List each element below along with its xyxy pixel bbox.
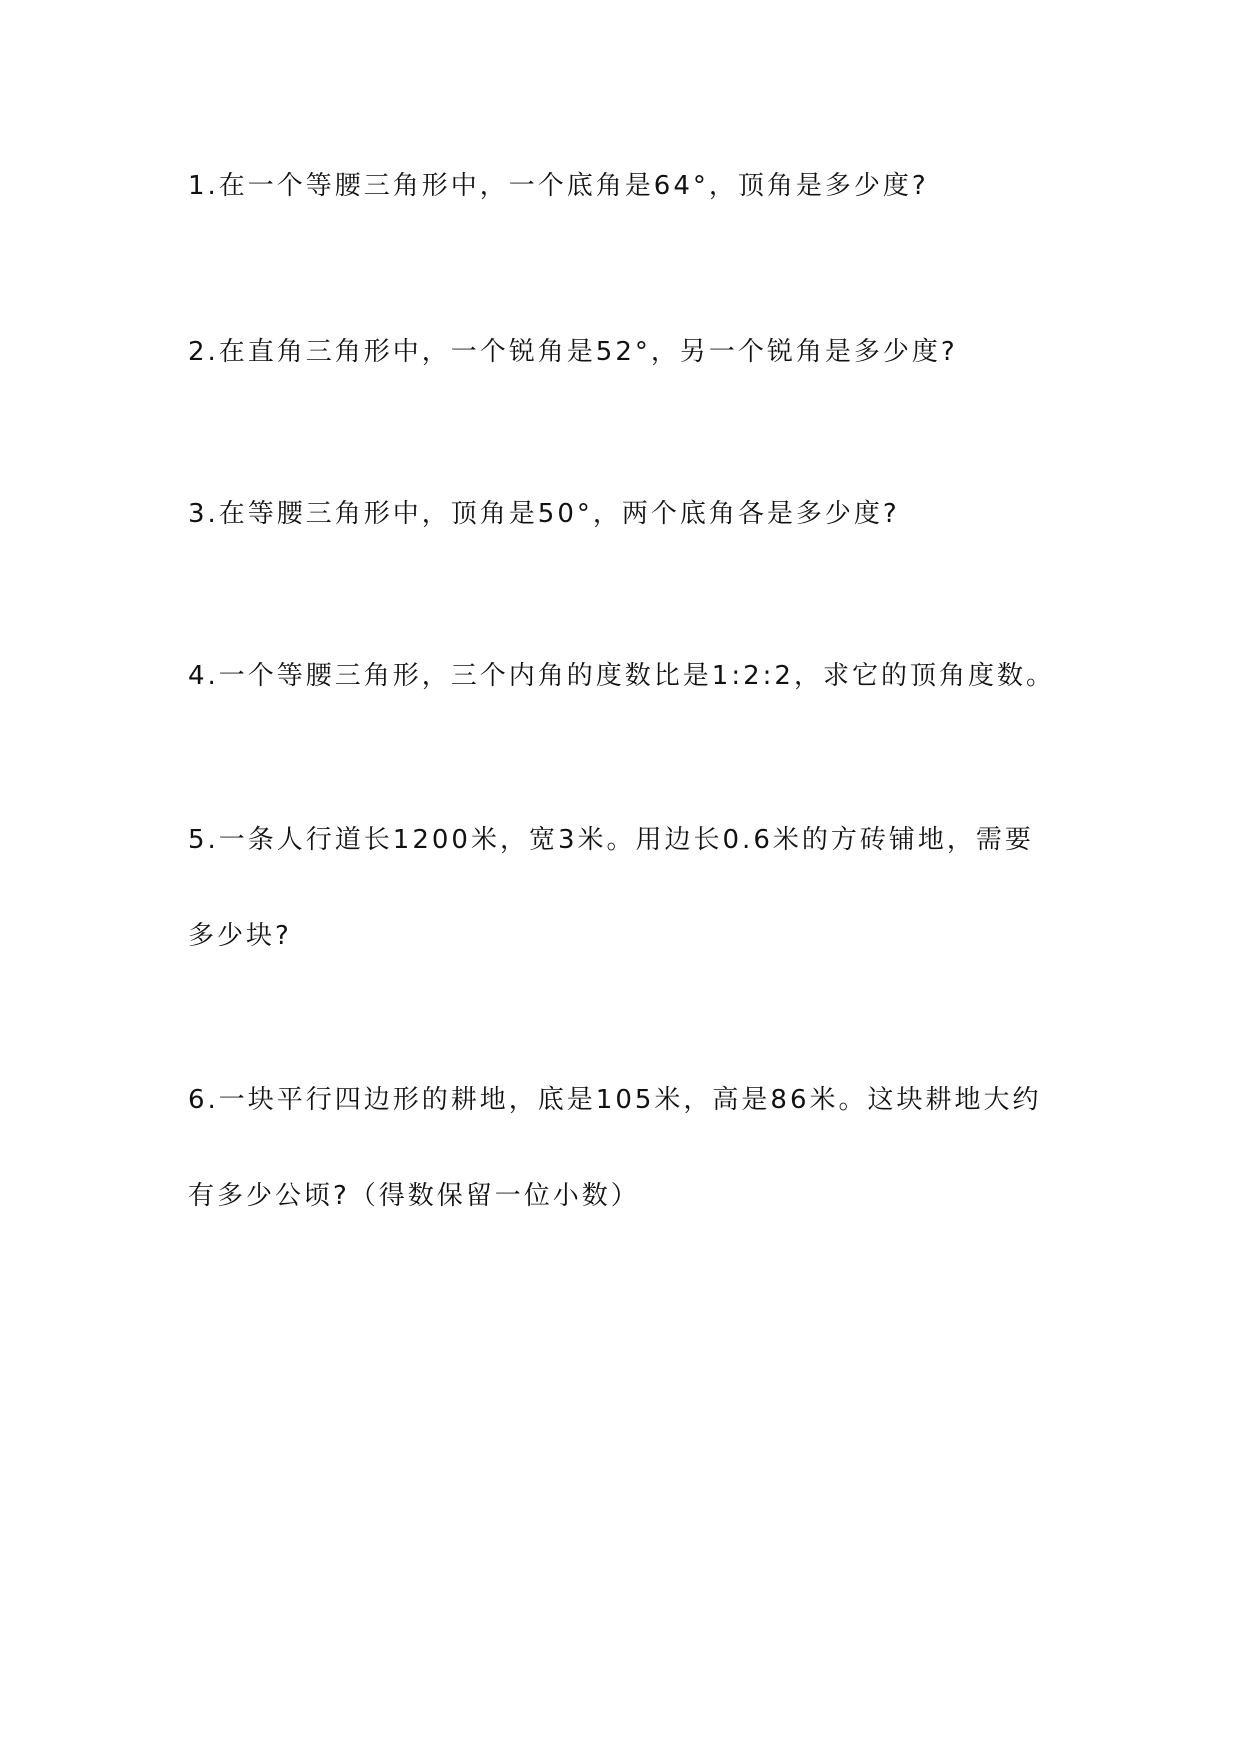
question-3-text: 3.在等腰三角形中，顶角是50°，两个底角各是多少度? — [188, 499, 900, 529]
question-1-text: 1.在一个等腰三角形中，一个底角是64°，顶角是多少度? — [188, 171, 929, 201]
question-6-text-line-2: 有多少公顷?（得数保留一位小数） — [188, 1181, 640, 1211]
question-5-text-line-2: 多少块? — [188, 921, 292, 951]
question-5-text-line-1: 5.一条人行道长1200米，宽3米。用边长0.6米的方砖铺地，需要 — [188, 825, 1034, 855]
question-4-text: 4.一个等腰三角形，三个内角的度数比是1:2:2，求它的顶角度数。 — [188, 661, 1055, 691]
question-6-text-line-1: 6.一块平行四边形的耕地，底是105米，高是86米。这块耕地大约 — [188, 1085, 1042, 1115]
question-2-text: 2.在直角三角形中，一个锐角是52°，另一个锐角是多少度? — [188, 337, 958, 367]
